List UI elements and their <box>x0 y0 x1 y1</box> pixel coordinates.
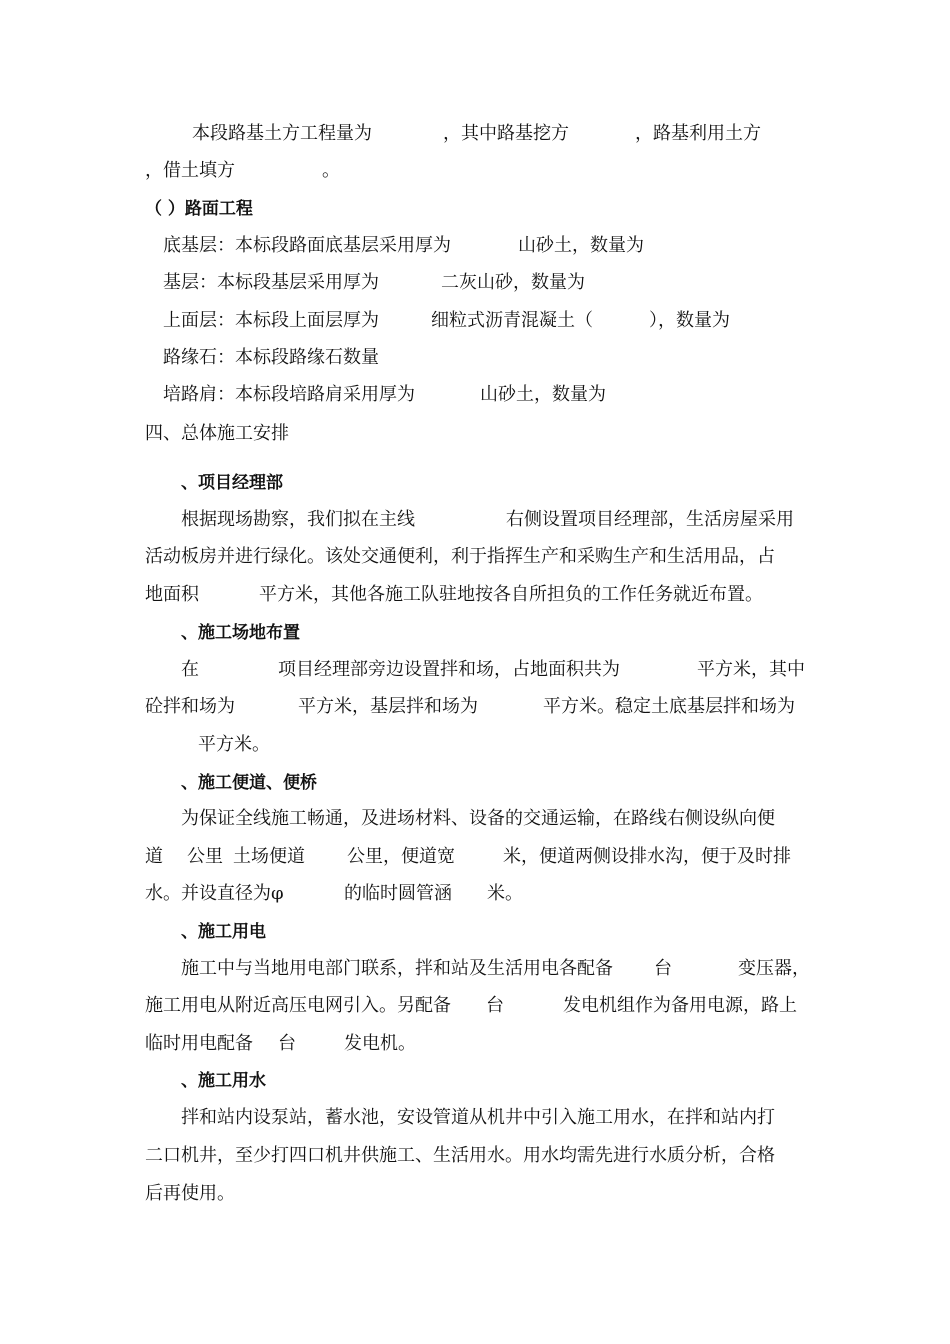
text-segment: 细粒式沥青混凝土（ <box>431 310 593 331</box>
text-segment: 基层：本标段基层采用厚为 <box>163 272 379 293</box>
text-segment: 培路肩：本标段培路肩采用厚为 <box>163 384 415 405</box>
text-segment: 二口机井，至少打四口机井供施工、生活用水。用水均需先进行水质分析，合格 <box>145 1145 775 1166</box>
text-segment: 拌和站内设泵站，蓄水池，安设管道从机井中引入施工用水，在拌和站内打 <box>181 1107 775 1128</box>
text-segment: 地面积 <box>145 584 199 605</box>
text-segment: 二灰山砂，数量为 <box>441 272 585 293</box>
text-segment: 台 <box>486 995 504 1016</box>
heading-text: 、施工场地布置 <box>181 623 300 643</box>
heading-text: 、施工用电 <box>181 922 266 942</box>
text-segment: 山砂土，数量为 <box>518 235 644 256</box>
text-segment: 公里 <box>187 846 223 867</box>
text-segment: 平方米。稳定土底基层拌和场为 <box>543 696 795 717</box>
text-segment: 台 <box>654 958 672 979</box>
heading-text: 、项目经理部 <box>181 473 283 493</box>
text-segment: 为保证全线施工畅通，及进场材料、设备的交通运输，在路线右侧设纵向便 <box>181 808 775 829</box>
text-segment: 发电机。 <box>344 1033 416 1054</box>
heading-text: 四、总体施工安排 <box>145 423 289 444</box>
text-segment: 台 <box>278 1033 296 1054</box>
text-segment: 。 <box>322 160 340 181</box>
text-segment: ，路基利用土方 <box>635 123 761 144</box>
text-segment: 项目经理部旁边设置拌和场，占地面积共为 <box>278 659 620 680</box>
text-segment: 山砂土，数量为 <box>480 384 606 405</box>
heading-text: （ ）路面工程 <box>145 199 253 219</box>
text-segment: 平方米，基层拌和场为 <box>298 696 478 717</box>
text-segment: ），数量为 <box>649 310 730 331</box>
text-segment: 米，便道两侧设排水沟，便于及时排 <box>503 846 791 867</box>
text-segment: 平方米，其他各施工队驻地按各自所担负的工作任务就近布置。 <box>259 584 763 605</box>
text-segment: 的临时圆管涵 <box>344 883 452 904</box>
text-segment: 活动板房并进行绿化。该处交通便利，利于指挥生产和采购生产和生活用品，占 <box>145 546 775 567</box>
text-segment: 底基层：本标段路面底基层采用厚为 <box>163 235 451 256</box>
text-segment: 土场便道 <box>233 846 305 867</box>
text-segment: ，其中路基挖方 <box>443 123 569 144</box>
text-segment: 水。并设直径为φ <box>145 883 284 904</box>
text-segment: 砼拌和场为 <box>145 696 235 717</box>
text-segment: 公里，便道宽 <box>347 846 455 867</box>
text-segment: 平方米。 <box>198 734 270 755</box>
heading-text: 、施工便道、便桥 <box>181 773 317 793</box>
text-segment: 在 <box>181 659 199 680</box>
text-segment: 路缘石：本标段路缘石数量 <box>163 347 379 368</box>
text-segment: 变压器， <box>738 958 810 979</box>
text-segment: 临时用电配备 <box>145 1033 253 1054</box>
text-segment: 本段路基土方工程量为 <box>192 123 372 144</box>
text-segment: 根据现场勘察，我们拟在主线 <box>181 509 415 530</box>
text-segment: 右侧设置项目经理部，生活房屋采用 <box>506 509 794 530</box>
text-segment: 施工中与当地用电部门联系，拌和站及生活用电各配备 <box>181 958 613 979</box>
heading-text: 、施工用水 <box>181 1071 266 1091</box>
text-segment: 施工用电从附近高压电网引入。另配备 <box>145 995 451 1016</box>
text-segment: 道 <box>145 846 163 867</box>
text-segment: ，借土填方 <box>145 160 235 181</box>
text-segment: 平方米，其中 <box>697 659 805 680</box>
text-segment: 后再使用。 <box>145 1183 235 1204</box>
text-segment: 发电机组作为备用电源，路上 <box>563 995 797 1016</box>
text-segment: 米。 <box>487 883 523 904</box>
text-segment: 上面层：本标段上面层厚为 <box>163 310 379 331</box>
